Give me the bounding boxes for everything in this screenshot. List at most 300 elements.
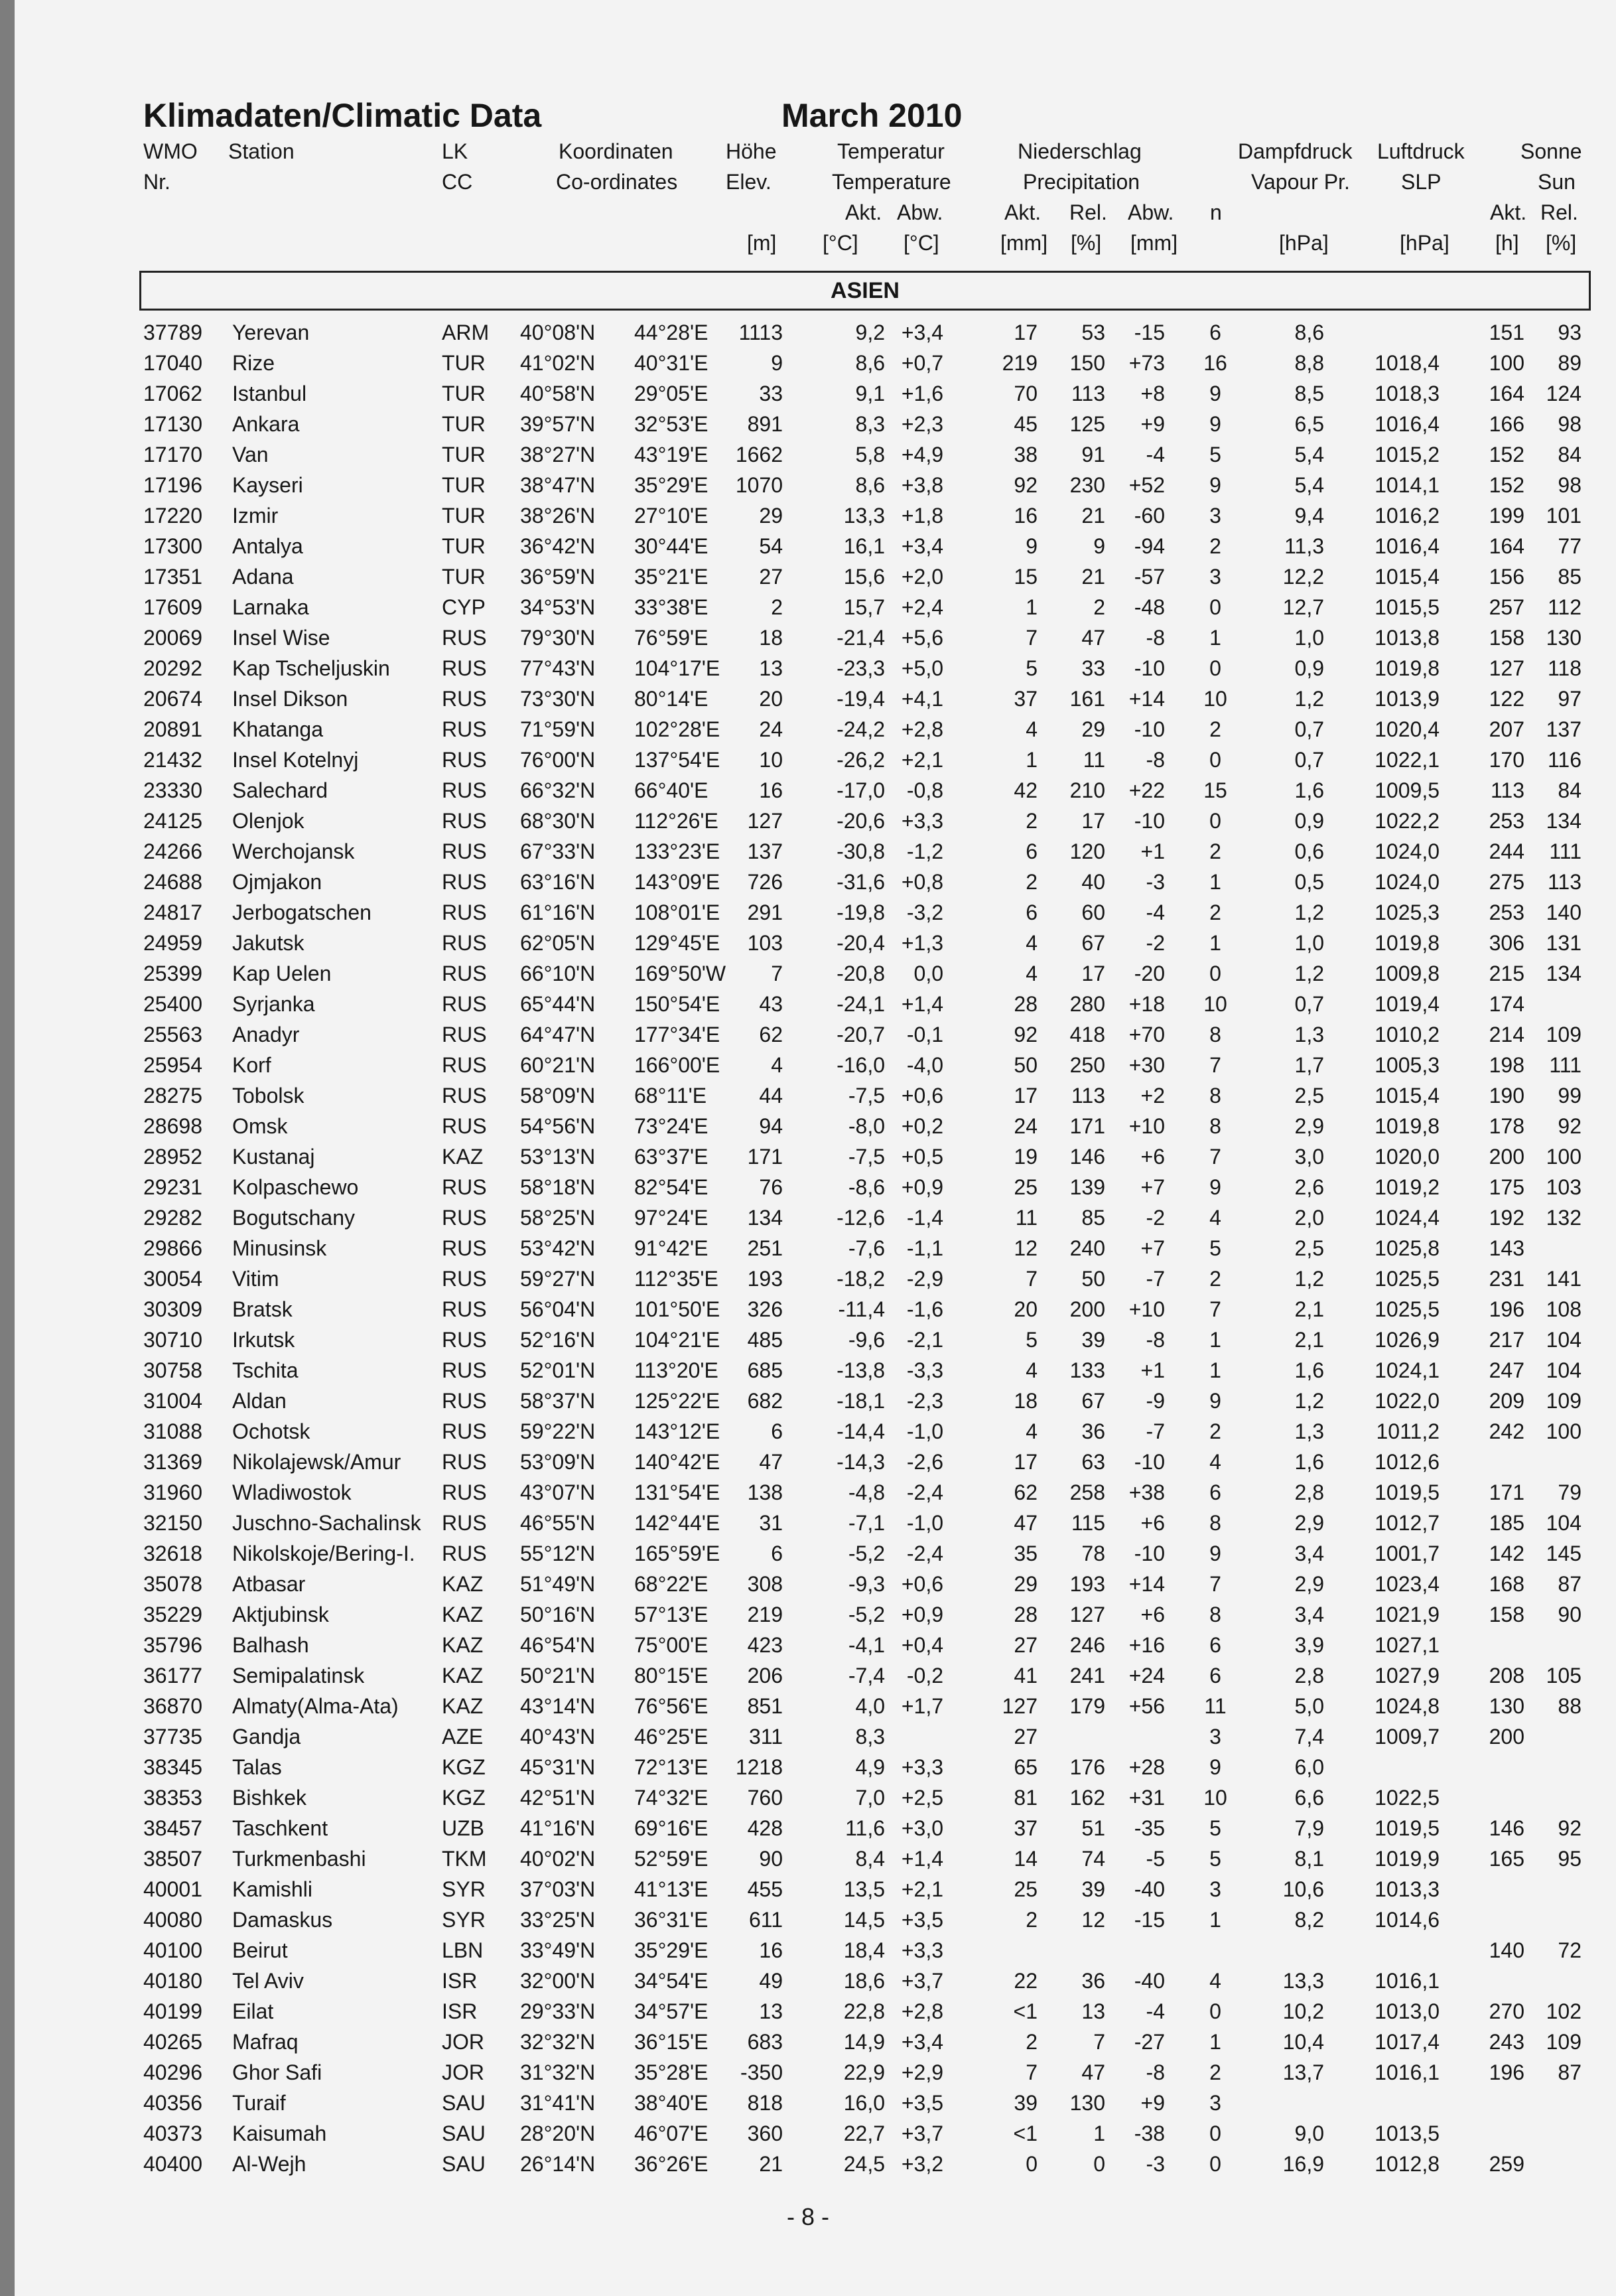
country-cell: RUS <box>442 1053 487 1077</box>
precip-abw-cell: -10 <box>1134 809 1165 833</box>
temp-akt-cell: -5,2 <box>848 1603 885 1626</box>
sun-akt-cell: 242 <box>1489 1419 1524 1443</box>
sun-akt-cell: 275 <box>1489 870 1524 894</box>
country-cell: JOR <box>442 2060 484 2084</box>
vapour-cell: 6,6 <box>1294 1786 1324 1810</box>
precip-n-cell: 1 <box>1209 2030 1221 2054</box>
latitude-cell: 43°14'N <box>520 1694 596 1718</box>
slp-cell: 1013,8 <box>1375 626 1440 650</box>
latitude-cell: 29°33'N <box>520 1999 596 2023</box>
precip-abw-cell: -8 <box>1146 748 1165 772</box>
precip-abw-cell: +28 <box>1128 1755 1165 1779</box>
sun-rel-cell: 137 <box>1546 717 1582 741</box>
station-cell: Nikolskoje/Bering-I. <box>232 1542 415 1565</box>
latitude-cell: 52°01'N <box>520 1358 596 1382</box>
elevation-cell: 171 <box>747 1145 783 1169</box>
slp-cell: 1010,2 <box>1375 1023 1440 1046</box>
latitude-cell: 65°44'N <box>520 992 596 1016</box>
latitude-cell: 38°26'N <box>520 504 596 528</box>
slp-cell: 1013,0 <box>1375 1999 1440 2023</box>
header-coords-en: Co-ordinates <box>556 170 678 194</box>
temp-akt-cell: 15,6 <box>843 565 885 589</box>
longitude-cell: 40°31'E <box>634 351 708 375</box>
temp-akt-cell: -8,0 <box>848 1114 885 1138</box>
header-wmo-de: WMO <box>143 139 198 163</box>
elevation-cell: 891 <box>747 412 783 436</box>
country-cell: RUS <box>442 1328 487 1352</box>
elevation-cell: 43 <box>759 992 783 1016</box>
vapour-cell: 10,6 <box>1282 1877 1324 1901</box>
temp-abw-cell: +3,8 <box>901 473 943 497</box>
vapour-cell: 1,6 <box>1294 1450 1324 1474</box>
sun-rel-cell: 145 <box>1546 1542 1582 1565</box>
country-cell: RUS <box>442 1297 487 1321</box>
sun-akt-cell: 166 <box>1489 412 1524 436</box>
station-cell: Eilat <box>232 1999 274 2023</box>
table-row <box>0 595 1616 626</box>
precip-akt-cell: 6 <box>1026 839 1038 863</box>
station-cell: Kaisumah <box>232 2121 327 2145</box>
wmo-cell: 24125 <box>143 809 202 833</box>
sun-akt-cell: 270 <box>1489 1999 1524 2023</box>
country-cell: TUR <box>442 504 486 528</box>
precip-n-cell: 9 <box>1209 473 1221 497</box>
temp-abw-cell: +3,0 <box>901 1816 943 1840</box>
temp-abw-cell: +2,5 <box>901 1786 943 1810</box>
latitude-cell: 34°53'N <box>520 595 596 619</box>
temp-abw-cell: +2,8 <box>901 717 943 741</box>
table-row <box>0 1175 1616 1206</box>
header-precip-rel: Rel. <box>1069 200 1107 224</box>
precip-akt-cell: 22 <box>1014 1969 1038 1993</box>
longitude-cell: 104°17'E <box>634 656 720 680</box>
latitude-cell: 36°59'N <box>520 565 596 589</box>
latitude-cell: 59°27'N <box>520 1267 596 1291</box>
precip-n-cell: 1 <box>1209 1908 1221 1932</box>
temp-akt-cell: -7,1 <box>848 1511 885 1535</box>
temp-akt-cell: -30,8 <box>837 839 885 863</box>
sun-rel-cell: 87 <box>1558 1572 1582 1596</box>
precip-abw-cell: +56 <box>1128 1694 1165 1718</box>
elevation-cell: 760 <box>747 1786 783 1810</box>
temp-akt-cell: 16,0 <box>843 2091 885 2115</box>
wmo-cell: 30054 <box>143 1267 202 1291</box>
precip-abw-cell: +22 <box>1128 778 1165 802</box>
sun-rel-cell: 89 <box>1558 351 1582 375</box>
precip-akt-cell: 127 <box>1002 1694 1038 1718</box>
latitude-cell: 58°37'N <box>520 1389 596 1413</box>
temp-akt-cell: 9,1 <box>855 382 885 405</box>
precip-n-cell: 6 <box>1209 1664 1221 1687</box>
precip-akt-cell: 45 <box>1014 412 1038 436</box>
sun-akt-cell: 215 <box>1489 962 1524 985</box>
temp-abw-cell: -4,0 <box>906 1053 943 1077</box>
precip-rel-cell: 53 <box>1081 321 1105 344</box>
wmo-cell: 20292 <box>143 656 202 680</box>
precip-abw-cell: -3 <box>1146 870 1165 894</box>
slp-cell: 1021,9 <box>1375 1603 1440 1626</box>
header-elev-unit: [m] <box>747 231 777 255</box>
temp-akt-cell: 7,0 <box>855 1786 885 1810</box>
precip-abw-cell: -9 <box>1146 1389 1165 1413</box>
elevation-cell: 103 <box>747 931 783 955</box>
precip-abw-cell: -40 <box>1134 1969 1165 1993</box>
table-row <box>0 1938 1616 1969</box>
country-cell: LBN <box>442 1938 484 1962</box>
station-cell: Minusinsk <box>232 1236 327 1260</box>
precip-abw-cell: +10 <box>1128 1114 1165 1138</box>
precip-akt-cell: 24 <box>1014 1114 1038 1138</box>
sun-rel-cell: 100 <box>1546 1145 1582 1169</box>
country-cell: KAZ <box>442 1664 484 1687</box>
table-row <box>0 534 1616 565</box>
temp-akt-cell: -18,1 <box>837 1389 885 1413</box>
wmo-cell: 21432 <box>143 748 202 772</box>
latitude-cell: 73°30'N <box>520 687 596 711</box>
temp-abw-cell: -0,2 <box>906 1664 943 1687</box>
vapour-cell: 2,1 <box>1294 1328 1324 1352</box>
precip-akt-cell: 17 <box>1014 1450 1038 1474</box>
elevation-cell: -350 <box>740 2060 783 2084</box>
temp-abw-cell: +3,3 <box>901 1755 943 1779</box>
precip-n-cell: 9 <box>1209 1389 1221 1413</box>
precip-akt-cell: 70 <box>1014 382 1038 405</box>
station-cell: Khatanga <box>232 717 324 741</box>
temp-abw-cell: +2,9 <box>901 2060 943 2084</box>
sun-akt-cell: 142 <box>1489 1542 1524 1565</box>
table-row <box>0 1633 1616 1664</box>
country-cell: ISR <box>442 1999 478 2023</box>
temp-akt-cell: -12,6 <box>837 1206 885 1230</box>
slp-cell: 1022,5 <box>1375 1786 1440 1810</box>
longitude-cell: 166°00'E <box>634 1053 720 1077</box>
precip-akt-cell: 19 <box>1014 1145 1038 1169</box>
sun-rel-cell: 134 <box>1546 962 1582 985</box>
table-row <box>0 1999 1616 2030</box>
country-cell: SAU <box>442 2152 486 2176</box>
temp-abw-cell: +0,6 <box>901 1572 943 1596</box>
sun-akt-cell: 253 <box>1489 900 1524 924</box>
sun-rel-cell: 131 <box>1546 931 1582 955</box>
precip-akt-cell: 65 <box>1014 1755 1038 1779</box>
temp-akt-cell: -5,2 <box>848 1542 885 1565</box>
precip-rel-cell: 51 <box>1081 1816 1105 1840</box>
elevation-cell: 27 <box>759 565 783 589</box>
slp-cell: 1018,4 <box>1375 351 1440 375</box>
precip-abw-cell: -10 <box>1134 656 1165 680</box>
elevation-cell: 193 <box>747 1267 783 1291</box>
precip-abw-cell: -94 <box>1134 534 1165 558</box>
precip-rel-cell: 120 <box>1069 839 1105 863</box>
precip-rel-cell: 150 <box>1069 351 1105 375</box>
table-row <box>0 1419 1616 1450</box>
elevation-cell: 206 <box>747 1664 783 1687</box>
header-precip-akt: Akt. <box>1004 200 1042 224</box>
wmo-cell: 38345 <box>143 1755 202 1779</box>
elevation-cell: 76 <box>759 1175 783 1199</box>
precip-akt-cell: 14 <box>1014 1847 1038 1871</box>
latitude-cell: 33°49'N <box>520 1938 596 1962</box>
precip-rel-cell: 1 <box>1093 2121 1105 2145</box>
longitude-cell: 140°42'E <box>634 1450 720 1474</box>
vapour-cell: 9,0 <box>1294 2121 1324 2145</box>
station-cell: Rize <box>232 351 275 375</box>
sun-rel-cell: 113 <box>1547 870 1582 894</box>
sun-rel-cell: 98 <box>1558 473 1582 497</box>
vapour-cell: 1,2 <box>1294 1267 1324 1291</box>
longitude-cell: 112°26'E <box>634 809 718 833</box>
precip-n-cell: 0 <box>1209 962 1221 985</box>
precip-rel-cell: 47 <box>1081 626 1105 650</box>
elevation-cell: 62 <box>759 1023 783 1046</box>
precip-rel-cell: 125 <box>1069 412 1105 436</box>
latitude-cell: 52°16'N <box>520 1328 596 1352</box>
precip-rel-cell: 210 <box>1069 778 1105 802</box>
sun-rel-cell: 79 <box>1558 1480 1582 1504</box>
vapour-cell: 16,9 <box>1282 2152 1324 2176</box>
vapour-cell: 0,7 <box>1294 748 1324 772</box>
sun-akt-cell: 209 <box>1489 1389 1524 1413</box>
precip-n-cell: 10 <box>1203 1786 1227 1810</box>
vapour-cell: 13,3 <box>1282 1969 1324 1993</box>
wmo-cell: 30758 <box>143 1358 202 1382</box>
elevation-cell: 134 <box>747 1206 783 1230</box>
sun-rel-cell: 108 <box>1546 1297 1582 1321</box>
temp-akt-cell: -4,8 <box>848 1480 885 1504</box>
latitude-cell: 39°57'N <box>520 412 596 436</box>
slp-cell: 1019,8 <box>1375 656 1440 680</box>
precip-abw-cell: -4 <box>1146 443 1165 466</box>
header-vapour-en: Vapour Pr. <box>1251 170 1350 194</box>
station-cell: Bishkek <box>232 1786 307 1810</box>
precip-rel-cell: 21 <box>1081 504 1105 528</box>
station-cell: Kolpaschewo <box>232 1175 359 1199</box>
header-precip-de: Niederschlag <box>1018 139 1142 163</box>
table-row <box>0 412 1616 443</box>
station-cell: Aldan <box>232 1389 287 1413</box>
table-row <box>0 2091 1616 2121</box>
vapour-cell: 2,9 <box>1294 1511 1324 1535</box>
temp-abw-cell: +4,9 <box>901 443 943 466</box>
elevation-cell: 360 <box>747 2121 783 2145</box>
temp-abw-cell: +0,6 <box>901 1084 943 1108</box>
station-cell: Juschno-Sachalinsk <box>232 1511 421 1535</box>
elevation-cell: 1113 <box>738 321 783 344</box>
longitude-cell: 76°59'E <box>634 626 708 650</box>
wmo-cell: 40199 <box>143 1999 202 2023</box>
slp-cell: 1020,0 <box>1375 1145 1440 1169</box>
longitude-cell: 68°22'E <box>634 1572 708 1596</box>
longitude-cell: 142°44'E <box>634 1511 720 1535</box>
station-cell: Bratsk <box>232 1297 293 1321</box>
slp-cell: 1022,2 <box>1375 809 1440 833</box>
longitude-cell: 113°20'E <box>634 1358 718 1382</box>
table-row <box>0 1114 1616 1145</box>
elevation-cell: 16 <box>759 778 783 802</box>
latitude-cell: 77°43'N <box>520 656 596 680</box>
vapour-cell: 7,9 <box>1294 1816 1324 1840</box>
table-row <box>0 504 1616 534</box>
slp-cell: 1024,8 <box>1375 1694 1440 1718</box>
temp-akt-cell: -18,2 <box>837 1267 885 1291</box>
vapour-cell: 10,4 <box>1282 2030 1324 2054</box>
elevation-cell: 44 <box>759 1084 783 1108</box>
vapour-cell: 0,6 <box>1294 839 1324 863</box>
vapour-cell: 2,6 <box>1294 1175 1324 1199</box>
precip-n-cell: 3 <box>1209 1725 1221 1749</box>
table-row <box>0 1664 1616 1694</box>
slp-cell: 1019,2 <box>1375 1175 1440 1199</box>
precip-akt-cell: 42 <box>1014 778 1038 802</box>
wmo-cell: 25400 <box>143 992 202 1016</box>
wmo-cell: 17062 <box>143 382 202 405</box>
country-cell: TUR <box>442 534 486 558</box>
precip-rel-cell: 91 <box>1081 443 1105 466</box>
precip-rel-cell: 139 <box>1069 1175 1105 1199</box>
longitude-cell: 80°14'E <box>634 687 708 711</box>
precip-n-cell: 2 <box>1209 839 1221 863</box>
table-row <box>0 1389 1616 1419</box>
temp-abw-cell: -1,4 <box>906 1206 943 1230</box>
country-cell: RUS <box>442 1175 487 1199</box>
header-precip-en: Precipitation <box>1023 170 1140 194</box>
precip-rel-cell: 179 <box>1069 1694 1105 1718</box>
temp-akt-cell: -14,4 <box>837 1419 885 1443</box>
temp-akt-cell: 22,9 <box>843 2060 885 2084</box>
precip-n-cell: 2 <box>1209 1267 1221 1291</box>
wmo-cell: 28952 <box>143 1145 202 1169</box>
elevation-cell: 10 <box>759 748 783 772</box>
elevation-cell: 2 <box>771 595 783 619</box>
temp-akt-cell: 8,3 <box>855 412 885 436</box>
sun-akt-cell: 171 <box>1489 1480 1524 1504</box>
latitude-cell: 36°42'N <box>520 534 596 558</box>
precip-n-cell: 1 <box>1209 626 1221 650</box>
precip-abw-cell: -4 <box>1146 1999 1165 2023</box>
sun-akt-cell: 178 <box>1489 1114 1524 1138</box>
station-cell: Irkutsk <box>232 1328 295 1352</box>
wmo-cell: 31088 <box>143 1419 202 1443</box>
longitude-cell: 73°24'E <box>634 1114 708 1138</box>
temp-akt-cell: 13,5 <box>843 1877 885 1901</box>
latitude-cell: 68°30'N <box>520 809 596 833</box>
precip-akt-cell: 92 <box>1014 1023 1038 1046</box>
latitude-cell: 71°59'N <box>520 717 596 741</box>
longitude-cell: 82°54'E <box>634 1175 708 1199</box>
precip-abw-cell: +2 <box>1140 1084 1165 1108</box>
precip-abw-cell: +14 <box>1128 1572 1165 1596</box>
station-cell: Istanbul <box>232 382 307 405</box>
station-cell: Tschita <box>232 1358 299 1382</box>
latitude-cell: 61°16'N <box>520 900 596 924</box>
slp-cell: 1018,3 <box>1375 382 1440 405</box>
temp-akt-cell: -4,1 <box>848 1633 885 1657</box>
precip-n-cell: 4 <box>1209 1969 1221 1993</box>
precip-rel-cell: 280 <box>1069 992 1105 1016</box>
vapour-cell: 2,9 <box>1294 1114 1324 1138</box>
latitude-cell: 41°02'N <box>520 351 596 375</box>
country-cell: RUS <box>442 626 487 650</box>
temp-akt-cell: -23,3 <box>837 656 885 680</box>
precip-abw-cell: +31 <box>1128 1786 1165 1810</box>
wmo-cell: 40400 <box>143 2152 202 2176</box>
sun-rel-cell: 101 <box>1546 504 1582 528</box>
precip-n-cell: 3 <box>1209 2091 1221 2115</box>
country-cell: TUR <box>442 443 486 466</box>
latitude-cell: 37°03'N <box>520 1877 596 1901</box>
longitude-cell: 97°24'E <box>634 1206 708 1230</box>
precip-abw-cell: -2 <box>1146 931 1165 955</box>
wmo-cell: 37735 <box>143 1725 202 1749</box>
sun-rel-cell: 77 <box>1558 534 1582 558</box>
table-row <box>0 1328 1616 1358</box>
precip-rel-cell: 113 <box>1071 382 1105 405</box>
elevation-cell: 31 <box>759 1511 783 1535</box>
sun-akt-cell: 217 <box>1489 1328 1524 1352</box>
page-title: Klimadaten/Climatic Data <box>143 97 542 134</box>
station-cell: Larnaka <box>232 595 309 619</box>
sun-rel-cell: 90 <box>1558 1603 1582 1626</box>
temp-akt-cell: -20,8 <box>837 962 885 985</box>
vapour-cell: 2,8 <box>1294 1480 1324 1504</box>
elevation-cell: 6 <box>771 1542 783 1565</box>
elevation-cell: 1218 <box>735 1755 783 1779</box>
wmo-cell: 23330 <box>143 778 202 802</box>
longitude-cell: 43°19'E <box>634 443 708 466</box>
precip-rel-cell: 67 <box>1081 931 1105 955</box>
table-row <box>0 778 1616 809</box>
slp-cell: 1013,3 <box>1375 1877 1440 1901</box>
longitude-cell: 32°53'E <box>634 412 708 436</box>
precip-abw-cell: -15 <box>1134 1908 1165 1932</box>
sun-akt-cell: 170 <box>1489 748 1524 772</box>
slp-cell: 1027,1 <box>1375 1633 1440 1657</box>
latitude-cell: 64°47'N <box>520 1023 596 1046</box>
header-elev-de: Höhe <box>726 139 777 163</box>
precip-rel-cell: 17 <box>1081 962 1105 985</box>
elevation-cell: 7 <box>771 962 783 985</box>
precip-akt-cell: 27 <box>1014 1725 1038 1749</box>
sun-rel-cell: 87 <box>1558 2060 1582 2084</box>
precip-rel-cell: 33 <box>1081 656 1105 680</box>
temp-akt-cell: -20,4 <box>837 931 885 955</box>
precip-abw-cell: -2 <box>1146 1206 1165 1230</box>
wmo-cell: 24959 <box>143 931 202 955</box>
longitude-cell: 35°29'E <box>634 473 708 497</box>
sun-akt-cell: 200 <box>1489 1725 1524 1749</box>
latitude-cell: 40°43'N <box>520 1725 596 1749</box>
temp-akt-cell: 22,7 <box>843 2121 885 2145</box>
longitude-cell: 104°21'E <box>634 1328 720 1352</box>
elevation-cell: 683 <box>747 2030 783 2054</box>
precip-rel-cell: 258 <box>1069 1480 1105 1504</box>
vapour-cell: 1,2 <box>1294 1389 1324 1413</box>
wmo-cell: 20891 <box>143 717 202 741</box>
vapour-cell: 1,0 <box>1294 931 1324 955</box>
temp-abw-cell: -0,1 <box>906 1023 943 1046</box>
slp-cell: 1019,8 <box>1375 1114 1440 1138</box>
country-cell: RUS <box>442 1114 487 1138</box>
precip-rel-cell: 115 <box>1071 1511 1105 1535</box>
wmo-cell: 37789 <box>143 321 202 344</box>
sun-rel-cell: 92 <box>1558 1816 1582 1840</box>
precip-rel-cell: 60 <box>1081 900 1105 924</box>
slp-cell: 1012,7 <box>1375 1511 1440 1535</box>
station-cell: Talas <box>232 1755 282 1779</box>
elevation-cell: 1662 <box>735 443 783 466</box>
header-sun-akt: Akt. <box>1490 200 1527 224</box>
country-cell: RUS <box>442 1450 487 1474</box>
